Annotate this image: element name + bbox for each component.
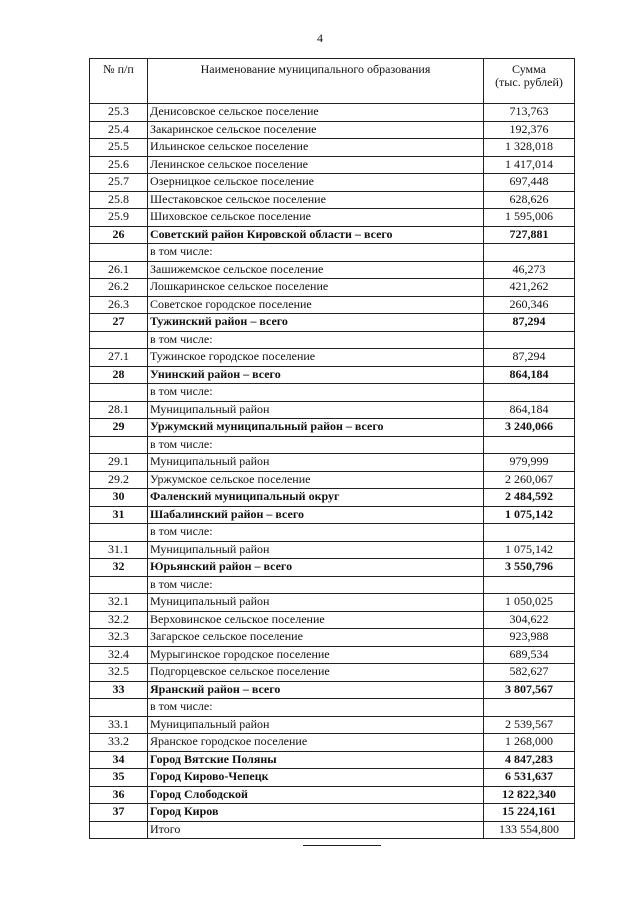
row-number-cell: 29 (90, 419, 148, 437)
row-name-cell: Шестаковское сельское поселение (148, 191, 484, 209)
row-sum-cell: 260,346 (484, 296, 575, 314)
row-number-cell (90, 384, 148, 402)
row-number-cell: 25.8 (90, 191, 148, 209)
row-name-cell: Яранское городское поселение (148, 734, 484, 752)
row-sum-cell: 713,763 (484, 104, 575, 122)
row-name-cell: Город Вятские Поляны (148, 751, 484, 769)
row-sum-cell: 421,262 (484, 279, 575, 297)
row-name-cell: Яранский район – всего (148, 681, 484, 699)
row-name-cell: Ильинское сельское поселение (148, 139, 484, 157)
row-name-cell: Лошкаринское сельское поселение (148, 279, 484, 297)
row-name-cell: в том числе: (148, 244, 484, 262)
row-number-cell: 28 (90, 366, 148, 384)
row-number-cell: 34 (90, 751, 148, 769)
row-number-cell: 27 (90, 314, 148, 332)
row-name-cell: Закаринское сельское поселение (148, 121, 484, 139)
row-number-cell: 25.9 (90, 209, 148, 227)
row-number-cell: 29.2 (90, 471, 148, 489)
table-body (90, 104, 575, 839)
table-row (90, 314, 575, 332)
row-number-cell: 27.1 (90, 349, 148, 367)
row-name-cell: Муниципальный район (148, 454, 484, 472)
row-name-cell: Загарское сельское поселение (148, 629, 484, 647)
row-name-cell: Фаленский муниципальный округ (148, 489, 484, 507)
row-sum-cell: 1 075,142 (484, 541, 575, 559)
row-name-cell: Шиховское сельское поселение (148, 209, 484, 227)
table-row (90, 821, 575, 839)
row-sum-cell: 133 554,800 (484, 821, 575, 839)
row-name-cell: Муниципальный район (148, 401, 484, 419)
row-name-cell: Город Слободской (148, 786, 484, 804)
row-name-cell: в том числе: (148, 524, 484, 542)
table-row (90, 454, 575, 472)
header-sum-unit: (тыс. рублей) (495, 75, 563, 89)
budget-allocation-table (89, 58, 575, 839)
row-name-cell: Город Кирово-Чепецк (148, 769, 484, 787)
row-sum-cell: 12 822,340 (484, 786, 575, 804)
row-sum-cell: 2 484,592 (484, 489, 575, 507)
row-number-cell: 37 (90, 804, 148, 822)
row-number-cell: 25.4 (90, 121, 148, 139)
row-sum-cell (484, 699, 575, 717)
row-name-cell: в том числе: (148, 699, 484, 717)
row-number-cell: 25.7 (90, 174, 148, 192)
row-sum-cell: 923,988 (484, 629, 575, 647)
row-number-cell (90, 436, 148, 454)
row-sum-cell: 689,534 (484, 646, 575, 664)
row-number-cell: 28.1 (90, 401, 148, 419)
table-row (90, 471, 575, 489)
row-sum-cell: 697,448 (484, 174, 575, 192)
table-header-row (90, 59, 575, 104)
table-row (90, 191, 575, 209)
table-row (90, 209, 575, 227)
table-row (90, 226, 575, 244)
footer-divider (303, 845, 381, 846)
row-number-cell: 32.5 (90, 664, 148, 682)
table-row (90, 559, 575, 577)
table-row (90, 524, 575, 542)
table-row (90, 261, 575, 279)
row-number-cell: 26.3 (90, 296, 148, 314)
row-sum-cell: 87,294 (484, 314, 575, 332)
table-row (90, 401, 575, 419)
row-name-cell: Верховинское сельское поселение (148, 611, 484, 629)
row-sum-cell: 2 260,067 (484, 471, 575, 489)
row-number-cell: 33.2 (90, 734, 148, 752)
row-number-cell: 26.1 (90, 261, 148, 279)
row-number-cell: 33.1 (90, 716, 148, 734)
row-sum-cell (484, 576, 575, 594)
table-row (90, 366, 575, 384)
row-sum-cell (484, 244, 575, 262)
table-row (90, 349, 575, 367)
row-number-cell (90, 699, 148, 717)
table-row (90, 629, 575, 647)
row-sum-cell: 1 075,142 (484, 506, 575, 524)
row-name-cell: Итого (148, 821, 484, 839)
row-name-cell: Уржумский муниципальный район – всего (148, 419, 484, 437)
table-row (90, 541, 575, 559)
table-row (90, 489, 575, 507)
row-name-cell: Подгорцевское сельское поселение (148, 664, 484, 682)
table-row (90, 576, 575, 594)
row-sum-cell: 4 847,283 (484, 751, 575, 769)
row-name-cell: Зашижемское сельское поселение (148, 261, 484, 279)
row-number-cell: 35 (90, 769, 148, 787)
row-sum-cell: 192,376 (484, 121, 575, 139)
row-name-cell: в том числе: (148, 576, 484, 594)
row-sum-cell: 979,999 (484, 454, 575, 472)
header-municipality-name: Наименование муниципального образования (148, 59, 484, 104)
row-name-cell: Уржумское сельское поселение (148, 471, 484, 489)
row-number-cell: 32.3 (90, 629, 148, 647)
table-row (90, 646, 575, 664)
table-row (90, 244, 575, 262)
row-sum-cell: 46,273 (484, 261, 575, 279)
row-name-cell: Советский район Кировской области – всего (148, 226, 484, 244)
row-name-cell: Озерницкое сельское поселение (148, 174, 484, 192)
row-name-cell: в том числе: (148, 384, 484, 402)
row-number-cell: 36 (90, 786, 148, 804)
table-row (90, 279, 575, 297)
table-row (90, 384, 575, 402)
row-number-cell: 33 (90, 681, 148, 699)
table-row (90, 419, 575, 437)
row-name-cell: Юрьянский район – всего (148, 559, 484, 577)
row-name-cell: Тужинский район – всего (148, 314, 484, 332)
row-number-cell: 31 (90, 506, 148, 524)
table-row (90, 769, 575, 787)
row-number-cell: 25.6 (90, 156, 148, 174)
row-name-cell: Советское городское поселение (148, 296, 484, 314)
row-number-cell (90, 576, 148, 594)
row-sum-cell: 1 268,000 (484, 734, 575, 752)
row-number-cell: 26.2 (90, 279, 148, 297)
table-row (90, 699, 575, 717)
table-row (90, 139, 575, 157)
table-row (90, 174, 575, 192)
row-sum-cell: 3 550,796 (484, 559, 575, 577)
row-number-cell: 26 (90, 226, 148, 244)
row-sum-cell: 1 328,018 (484, 139, 575, 157)
row-sum-cell: 1 050,025 (484, 594, 575, 612)
row-sum-cell: 727,881 (484, 226, 575, 244)
header-number: № п/п (90, 59, 148, 104)
row-sum-cell (484, 331, 575, 349)
table-row (90, 104, 575, 122)
row-name-cell: в том числе: (148, 331, 484, 349)
row-sum-cell: 15 224,161 (484, 804, 575, 822)
row-name-cell: в том числе: (148, 436, 484, 454)
row-name-cell: Ленинское сельское поселение (148, 156, 484, 174)
row-sum-cell (484, 384, 575, 402)
row-sum-cell: 1 417,014 (484, 156, 575, 174)
row-sum-cell: 87,294 (484, 349, 575, 367)
table-row (90, 804, 575, 822)
row-number-cell: 31.1 (90, 541, 148, 559)
row-number-cell: 32.4 (90, 646, 148, 664)
table-row (90, 436, 575, 454)
table-row (90, 734, 575, 752)
table-row (90, 786, 575, 804)
row-number-cell: 32 (90, 559, 148, 577)
row-number-cell (90, 821, 148, 839)
row-number-cell: 32.2 (90, 611, 148, 629)
table-row (90, 331, 575, 349)
row-name-cell: Муниципальный район (148, 716, 484, 734)
row-name-cell: Унинский район – всего (148, 366, 484, 384)
table-row (90, 664, 575, 682)
row-number-cell: 30 (90, 489, 148, 507)
row-sum-cell: 864,184 (484, 366, 575, 384)
row-sum-cell (484, 436, 575, 454)
row-sum-cell: 6 531,637 (484, 769, 575, 787)
header-sum-title: Сумма (512, 62, 546, 76)
row-sum-cell: 304,622 (484, 611, 575, 629)
row-number-cell: 25.3 (90, 104, 148, 122)
row-name-cell: Мурыгинское городское поселение (148, 646, 484, 664)
row-number-cell (90, 244, 148, 262)
table-row (90, 681, 575, 699)
table-row (90, 611, 575, 629)
row-sum-cell: 1 595,006 (484, 209, 575, 227)
page-number: 4 (317, 31, 323, 45)
row-number-cell: 25.5 (90, 139, 148, 157)
row-sum-cell: 3 240,066 (484, 419, 575, 437)
row-name-cell: Муниципальный район (148, 594, 484, 612)
header-sum (484, 59, 575, 104)
table-row (90, 296, 575, 314)
row-sum-cell: 582,627 (484, 664, 575, 682)
row-name-cell: Муниципальный район (148, 541, 484, 559)
row-sum-cell: 3 807,567 (484, 681, 575, 699)
table-row (90, 751, 575, 769)
table-row (90, 716, 575, 734)
row-sum-cell: 628,626 (484, 191, 575, 209)
table-row (90, 156, 575, 174)
row-sum-cell: 864,184 (484, 401, 575, 419)
row-sum-cell (484, 524, 575, 542)
row-number-cell (90, 524, 148, 542)
table-row (90, 594, 575, 612)
row-name-cell: Денисовское сельское поселение (148, 104, 484, 122)
row-sum-cell: 2 539,567 (484, 716, 575, 734)
row-number-cell: 29.1 (90, 454, 148, 472)
row-number-cell (90, 331, 148, 349)
row-name-cell: Город Киров (148, 804, 484, 822)
row-name-cell: Тужинское городское поселение (148, 349, 484, 367)
table-row (90, 506, 575, 524)
row-number-cell: 32.1 (90, 594, 148, 612)
row-name-cell: Шабалинский район – всего (148, 506, 484, 524)
table-row (90, 121, 575, 139)
